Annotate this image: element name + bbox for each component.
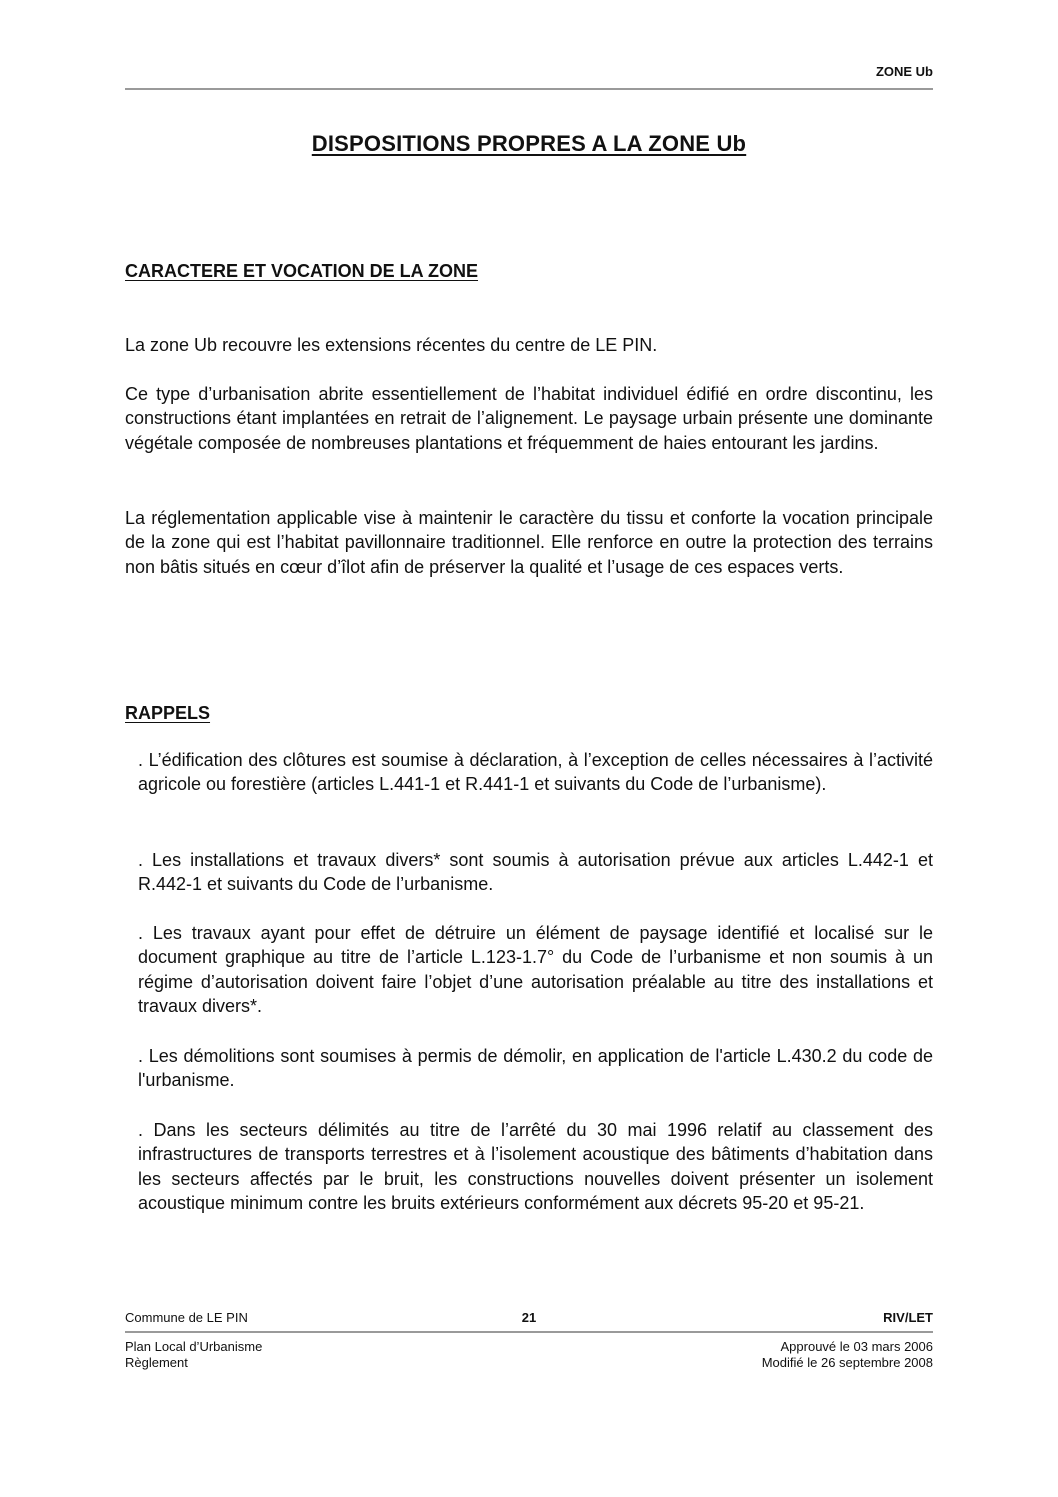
page-title: DISPOSITIONS PROPRES A LA ZONE Ub [311,131,747,156]
paragraph-urbanisation: Ce type d’urbanisation abrite essentiellement de l’habitat individuel édifié en ordre discontinu, les constructions étant implantées en retrait de l’alignement. Le paysage urbain présente une dominante végétale composée de nombreuses plantations et fréquemment de haies entourant les jardins. [125,384,933,453]
paragraph-intro: La zone Ub recouvre les extensions récentes du centre de LE PIN. [125,335,658,355]
footer-reference: RIV/LET [883,1310,933,1325]
rappel-item-demolitions: . Les démolitions sont soumises à permis de démolir, en application de l'article L.430.2 du code de l'urbanisme. [138,1046,933,1091]
rappel-item-installations: . Les installations et travaux divers* sont soumis à autorisation prévue aux articles L.442-1 et R.442-1 et suivants du Code de l’urbanisme. [138,850,933,895]
section-heading-caractere: CARACTERE ET VOCATION DE LA ZONE [125,261,479,281]
footer-dates-block [762,1339,933,1371]
rappel-item-paysage: . Les travaux ayant pour effet de détruire un élément de paysage identifié et localisé sur le document graphique au titre de l’article L.123-1.7° du Code de l’urbanisme et non soumis à un régime d’autorisation doivent faire l’objet d’une autorisation préalable au titre des installations et travaux divers*. [138,923,933,1016]
footer-plan-block [125,1339,262,1371]
paragraph-reglementation: La réglementation applicable vise à maintenir le caractère du tissu et conforte la vocation principale de la zone qui est l’habitat pavillonnaire traditionnel. Elle renforce en outre la protection des terrains non bâtis situés en cœur d’îlot afin de préserver la qualité et l’usage de ces espaces verts. [125,508,933,577]
footer-approved-date: Approuvé le 03 mars 2006 [780,1339,933,1354]
header-divider [125,88,933,90]
footer-page-number: 21 [521,1310,537,1325]
rappel-item-clotures: . L’édification des clôtures est soumise à déclaration, à l’exception de celles nécessaires à l’activité agricole ou forestière (articles L.441-1 et R.441-1 et suivants du Code de l’urbanisme). [138,750,933,795]
footer-divider [125,1331,933,1333]
header-zone-label: ZONE Ub [875,64,933,79]
footer-modified-date: Modifié le 26 septembre 2008 [761,1355,933,1370]
section-heading-rappels: RAPPELS [125,703,211,723]
rappel-item-acoustique: . Dans les secteurs délimités au titre de l’arrêté du 30 mai 1996 relatif au classement des infrastructures de transports terrestres et à l’isolement acoustique des bâtiments d’habitation dans les secteurs affectés par le bruit, les constructions nouvelles doivent présenter un isolement acoustique minimum contre les bruits extérieurs conformément aux décrets 95-20 et 95-21. [138,1120,933,1213]
footer-commune: Commune de LE PIN [125,1310,248,1325]
footer-plan-subtitle: Règlement [125,1355,188,1370]
footer-plan-title: Plan Local d’Urbanisme [125,1339,263,1354]
